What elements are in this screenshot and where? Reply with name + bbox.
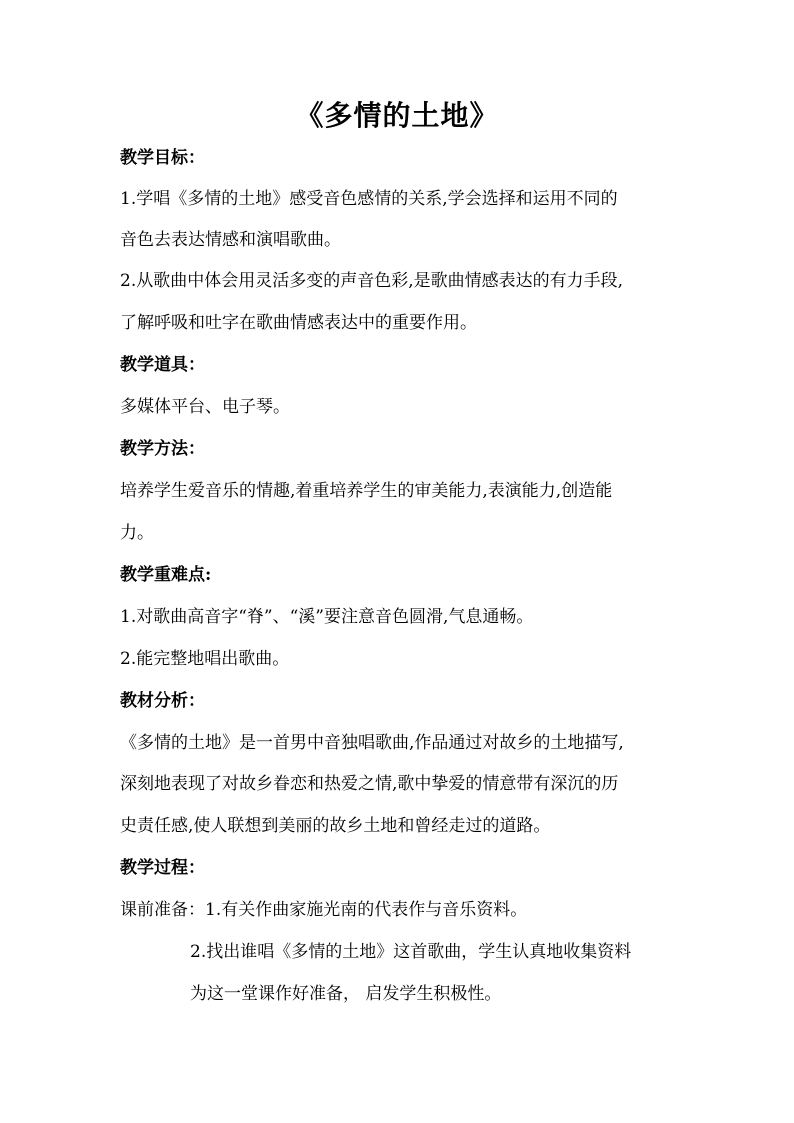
key-points-line-2: 2.能完整地唱出歌曲。 <box>120 649 290 669</box>
goals-heading: 教学目标： <box>120 148 205 168</box>
goals-line-1: 1.学唱《多情的土地》感受音色感情的关系,学会选择和运用不同的 <box>120 189 618 209</box>
key-points-heading: 教学重难点: <box>120 565 212 585</box>
process-line-2: 2.找出谁唱《多情的土地》这首歌曲，学生认真地收集资料 <box>190 942 632 962</box>
process-heading: 教学过程： <box>120 858 205 878</box>
methods-line-1: 培养学生爱音乐的情趣,着重培养学生的审美能力,表演能力,创造能 <box>120 481 613 501</box>
process-line-3: 为这一堂课作好准备， 启发学生积极性。 <box>190 984 502 1004</box>
key-points-line-1: 1.对歌曲高音字“脊”、“溪”要注意音色圆滑,气息通畅。 <box>120 607 534 627</box>
goals-line-4: 了解呼吸和吐字在歌曲情感表达中的重要作用。 <box>120 313 477 333</box>
analysis-line-1: 《多情的土地》是一首男中音独唱歌曲,作品通过对故乡的土地描写, <box>120 733 624 753</box>
tools-heading: 教学道具： <box>120 355 205 375</box>
analysis-line-2: 深刻地表现了对故乡眷恋和热爱之情,歌中挚爱的情意带有深沉的历 <box>120 774 619 794</box>
process-line-1: 课前准备：1.有关作曲家施光南的代表作与音乐资料。 <box>120 900 528 920</box>
methods-heading: 教学方法： <box>120 439 205 459</box>
tools-line-1: 多媒体平台、电子琴。 <box>120 397 290 417</box>
document-title: 《多情的土地》 <box>295 99 499 132</box>
goals-line-2: 音色去表达情感和演唱歌曲。 <box>120 230 341 250</box>
analysis-heading: 教材分析： <box>120 691 205 711</box>
goals-line-3: 2.从歌曲中体会用灵活多变的声音色彩,是歌曲情感表达的有力手段, <box>120 271 624 291</box>
analysis-line-3: 史责任感,使人联想到美丽的故乡土地和曾经走过的道路。 <box>120 816 551 836</box>
methods-line-2: 力。 <box>120 523 154 543</box>
